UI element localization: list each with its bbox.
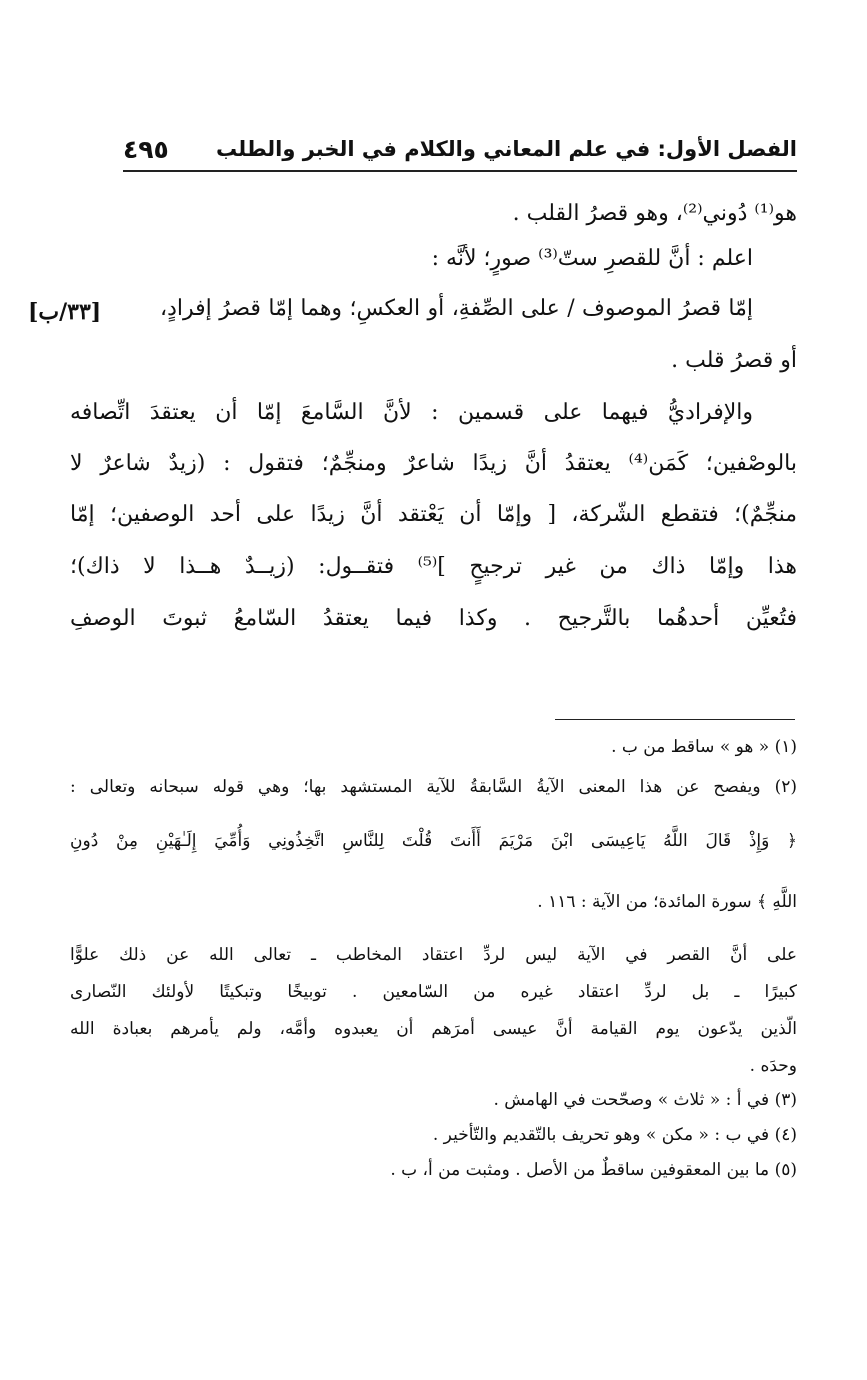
footnote-line-8: وحدَه . xyxy=(749,1056,797,1076)
body-line-9: فتُعيِّن أحدهُما بالتَّرجيح . وكذا فيما يعتقدُ السّامعُ ثبوتَ الوصفِ xyxy=(70,606,797,631)
body-line-4: أو قصرُ قلب . xyxy=(671,348,797,373)
body-line-3: إمّا قصرُ الموصوف / على الصِّفةِ، أو العكسِ؛ وهما إمّا قصرُ إفرادٍ، xyxy=(160,296,753,321)
page-number: ٤٩٥ xyxy=(123,134,169,164)
body-line-5: والإفراديُّ فيهما على قسمين : لأنَّ السَّامعَ إمّا أن يعتقدَ اتِّصافه xyxy=(70,400,753,425)
footnote-line-5: على أنَّ القصر في الآية ليس لردِّ اعتقاد المخاطب ـ تعالى الله عن ذلك علوًّا xyxy=(70,945,797,965)
body-line-8: هذا وإمّا ذاك من غير ترجيحٍ ]⁽⁵⁾ فتقــول: (زيــدٌ هــذا لا ذاك)؛ xyxy=(70,554,797,579)
footnote-line-1: (١) « هو » ساقط من ب . xyxy=(611,737,797,757)
body-line-6: بالوصْفين؛ كَمَن⁽⁴⁾ يعتقدُ أنَّ زيدًا شاعرٌ ومنجِّمٌ؛ فتقول : (زيدٌ شاعرٌ لا xyxy=(70,451,797,476)
footnote-line-3: ﴿ وَإِذْ قَالَ اللَّهُ يَاعِيسَى ابْنَ مَرْيَمَ أَأَنتَ قُلْتَ لِلنَّاسِ اتَّخِذُونِي وَأُمِّيَ إِلَـٰهَيْنِ مِنْ دُونِ xyxy=(70,831,797,851)
footnote-line-9: (٣) في أ : « ثلاث » وصحّحت في الهامش . xyxy=(493,1090,797,1110)
manuscript-folio-ref: [٣٣/ب] xyxy=(28,299,102,325)
footnote-line-4: اللَّهِ ﴾ سورة المائدة؛ من الآية : ١١٦ . xyxy=(537,892,797,912)
footnote-line-10: (٤) في ب : « مكن » وهو تحريف بالتّقديم والتّأخير . xyxy=(432,1125,797,1145)
body-line-7: منجِّمٌ)؛ فتقطع الشّركة، [ وإمّا أن يَعْتقد أنَّ زيدًا على أحد الوصفين؛ إمّا xyxy=(70,502,797,527)
footnote-line-7: الّذين يدّعون يوم القيامة أنَّ عيسى أمرَهم أن يعبدوه وأمَّه، ولم يأمرهم بعبادة الله xyxy=(70,1019,797,1039)
header-rule xyxy=(123,170,797,172)
body-line-1: هو⁽¹⁾ دُوني⁽²⁾، وهو قصرُ القلب . xyxy=(512,201,797,226)
footnote-line-2: (٢) ويفصح عن هذا المعنى الآيةُ السَّابقةُ للآية المستشهد بها؛ وهي قوله سبحانه وتعالى : xyxy=(70,777,797,797)
chapter-title: الفصل الأول: في علم المعاني والكلام في الخبر والطلب xyxy=(216,137,797,161)
running-header xyxy=(123,130,797,168)
footnote-line-11: (٥) ما بين المعقوفين ساقطٌ من الأصل . ومثبت من أ، ب . xyxy=(390,1160,797,1180)
footnote-separator xyxy=(555,719,795,720)
footnote-line-6: كبيرًا ـ بل لردِّ اعتقاد غيره من السّامعين . توبيخًا وتبكيتًا لأولئك النّصارى xyxy=(70,982,797,1002)
body-line-2: اعلم : أنَّ للقصرِ ستّ⁽³⁾ صورٍ؛ لأنَّه : xyxy=(431,246,753,271)
